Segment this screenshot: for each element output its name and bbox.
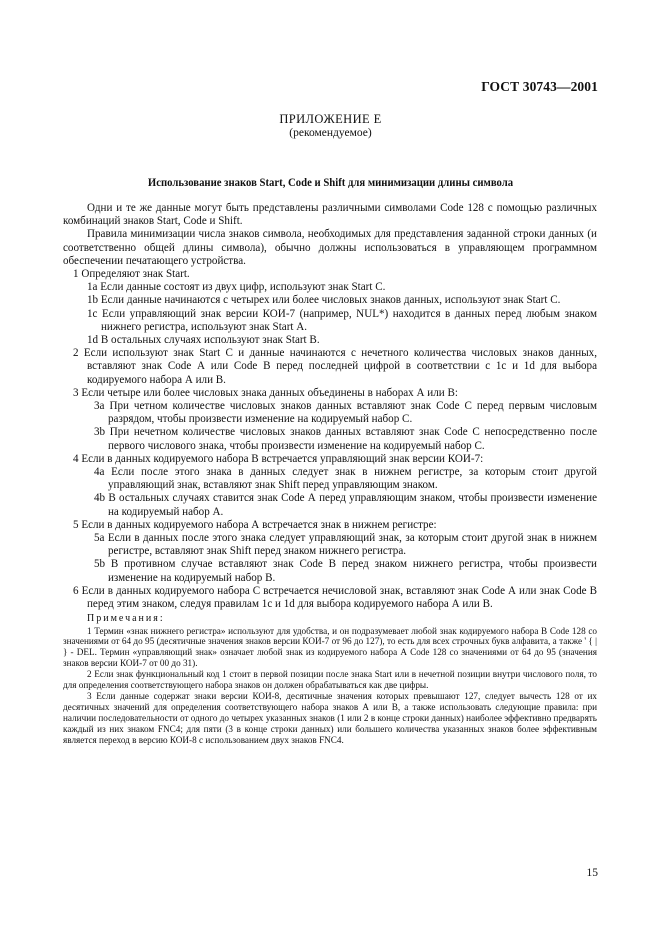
rule-1a: 1а Если данные состоят из двух цифр, используют знак Start С. [87, 281, 386, 294]
rule-1d: 1d В остальных случаях используют знак Start В. [87, 334, 320, 347]
appendix-label: ПРИЛОЖЕНИЕ Е [279, 112, 382, 126]
rule-4: 4 Если в данных кодируемого набора В встречается управляющий знак версии КОИ-7: [73, 452, 484, 465]
note-1: 1 Термин «знак нижнего регистра» используют для удобства, и он подразумевает любой знак кодируемого набора В Code 128 со значениями от 64 до 95 (десятичные значения знаков версии КОИ-7 от 96 до 127), то есть для всех строчных букв алфавита, а также ' { | } - DEL. Термин «управляющий знак» означает любой знак из кодируемого набора А Code 128 со значениями от 64 до 95 (значения знаков версии КОИ-7 от 00 до 31). [63, 625, 597, 669]
appendix-status: (рекомендуемое) [289, 127, 372, 139]
rule-5a: 5а Если в данных после этого знака следует управляющий знак, за которым стоит другой знак в нижнем регистре, вставляют знак Shift перед знаком нижнего регистра. [94, 532, 597, 558]
rule-5b: 5b В противном случае вставляют знак Code В перед знаком нижнего регистра, чтобы произвести изменение на кодируемый набор В. [94, 558, 597, 584]
note-3: 3 Если данные содержат знаки версии КОИ-8, десятичные значения которых превышают 127, следует вычесть 128 от их десятичных значений для определения соответствующего набора знаков А или В, а также использовать следующие правила: при наличии последовательности от одного до четырех указанных знаков (1 или 2 в конце строки данных) наиболее эффективно предварять каждый из них знаком FNC4; для пяти (3 в конце строки данных) или большего количества указанных знаков более эффективным является переход в версию КОИ-8 с использованием двух знаков FNC4. [63, 690, 597, 745]
page-number: 15 [586, 867, 598, 879]
rule-6: 6 Если в данных кодируемого набора С встречается нечисловой знак, вставляют знак Code А или знак Code В перед этим знаком, следуя правилам 1с и 1d для выбора кодируемого набора А или В. [73, 584, 597, 611]
notes-heading: Примечания: [87, 613, 165, 625]
note-2: 2 Если знак функциональный код 1 стоит в первой позиции после знака Start или в нечетной позиции внутри числового поля, то для определения соответствующего набора знаков он должен обрабатываться как две цифры. [63, 669, 597, 691]
standard-number: ГОСТ 30743—2001 [481, 79, 598, 94]
rule-3a: 3а При четном количестве числовых знаков данных вставляют знак Code С перед первым числовым разрядом, чтобы произвести изменение на кодируемый набор С. [94, 400, 597, 426]
intro-paragraph: Одни и те же данные могут быть представлены различными символами Code 128 с помощью различных комбинаций знаков Start, Code и Shift. [63, 202, 597, 228]
document-body [63, 202, 597, 745]
rule-4a: 4а Если после этого знака в данных следует знак в нижнем регистре, за которым стоит другой управляющий знак, вставляют знак Shift перед управляющим знаком. [94, 466, 597, 492]
rule-1b: 1b Если данные начинаются с четырех или более числовых знаков данных, используют знак Start С. [87, 294, 561, 307]
rule-3: 3 Если четыре или более числовых знака данных объединены в наборах А или В: [73, 386, 458, 399]
intro-paragraph: Правила минимизации числа знаков символа, необходимых для представления заданной строки данных (и соответственно общей длины символа), обычно должны использоваться в управляющем программном обеспечении печатающего устройства. [63, 228, 597, 267]
rule-4b: 4b В остальных случаях ставится знак Code А перед управляющим знаком, чтобы произвести изменение на кодируемый набор А. [94, 492, 597, 518]
section-title: Использование знаков Start, Code и Shift для минимизации длины символа [147, 177, 514, 189]
rule-3b: 3b При нечетном количестве числовых знаков данных вставляют знак Code С непосредственно после первого числового знака, чтобы произвести изменение на кодируемый набор С. [94, 426, 597, 452]
rule-1: 1 Определяют знак Start. [73, 268, 190, 281]
rule-2: 2 Если используют знак Start С и данные начинаются с нечетного количества числовых знаков данных, вставляют знак Code А или Code В перед последней цифрой в соответствии с 1с и 1d для выбора кодируемого набора А или В. [73, 347, 597, 386]
rule-5: 5 Если в данных кодируемого набора А встречается знак в нижнем регистре: [73, 518, 437, 531]
rule-1c: 1с Если управляющий знак версии КОИ-7 (например, NUL*) находится в данных перед любым знаком нижнего регистра, используют знак Start А. [87, 307, 597, 333]
